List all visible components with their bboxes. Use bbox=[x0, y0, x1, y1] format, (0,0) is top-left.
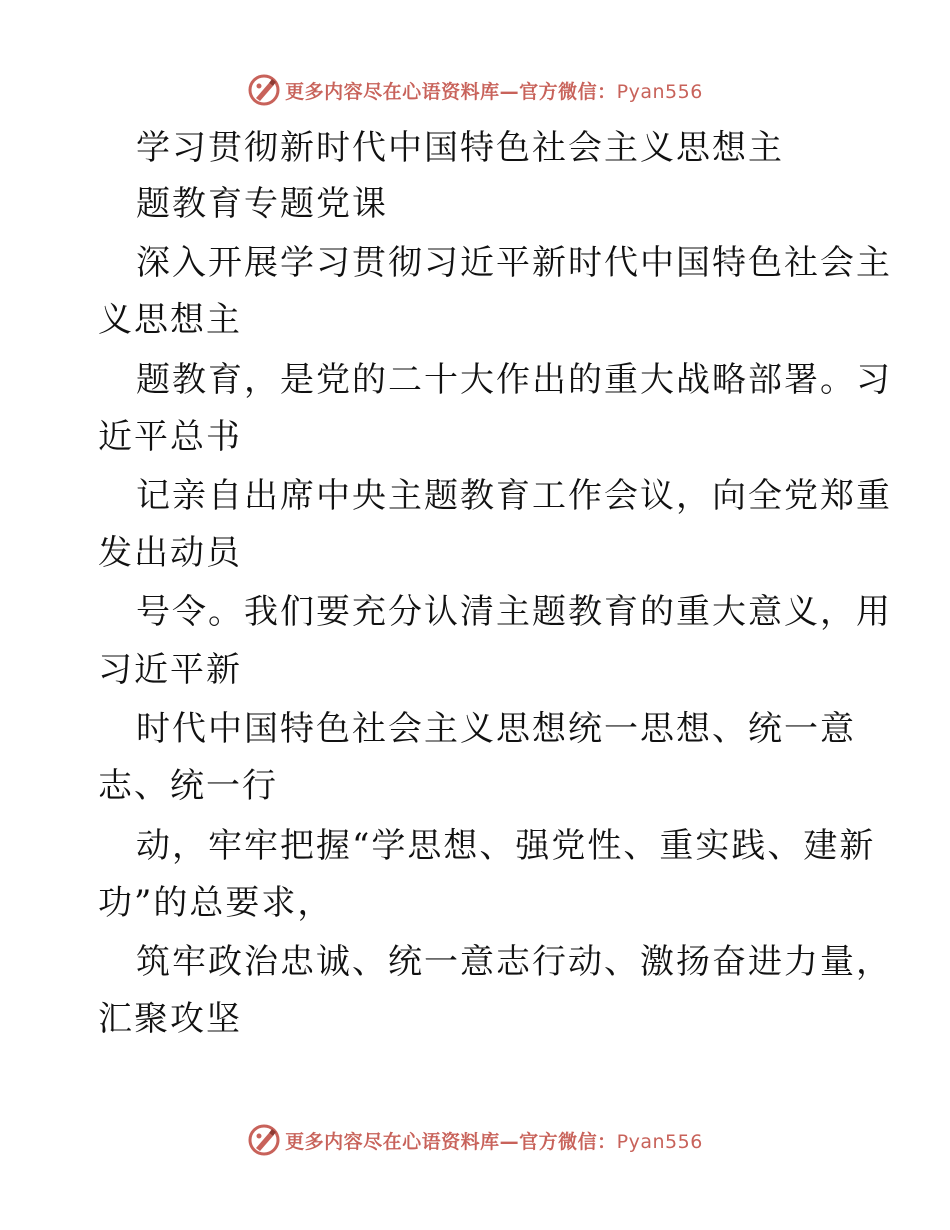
text-line: 深入开展学习贯彻习近平新时代中国特色社会主 bbox=[136, 243, 892, 283]
text-line: 发出动员 bbox=[98, 533, 242, 573]
text-line: 动，牢牢把握“学思想、强党性、重实践、建新 bbox=[136, 826, 876, 866]
text-line: 功”的总要求， bbox=[98, 883, 334, 923]
text-line: 题教育，是党的二十大作出的重大战略部署。习 bbox=[136, 360, 892, 400]
text-line: 志、统一行 bbox=[98, 766, 278, 806]
text-line: 习近平新 bbox=[98, 650, 242, 690]
watermark-text: 更多内容尽在心语资料库—官方微信：Pyan556 bbox=[285, 80, 703, 103]
pen-logo-icon bbox=[247, 1123, 281, 1157]
text-line: 汇聚攻坚 bbox=[98, 999, 242, 1039]
text-line: 学习贯彻新时代中国特色社会主义思想主 bbox=[136, 128, 784, 168]
text-line: 义思想主 bbox=[98, 300, 242, 340]
header-watermark bbox=[0, 70, 950, 110]
footer-watermark bbox=[0, 1120, 950, 1160]
pen-logo-icon bbox=[247, 73, 281, 107]
text-line: 筑牢政治忠诚、统一意志行动、激扬奋进力量， bbox=[136, 942, 892, 982]
text-line: 记亲自出席中央主题教育工作会议，向全党郑重 bbox=[136, 476, 892, 516]
text-line: 近平总书 bbox=[98, 417, 242, 457]
watermark-text: 更多内容尽在心语资料库—官方微信：Pyan556 bbox=[285, 1130, 703, 1153]
text-line: 题教育专题党课 bbox=[136, 184, 388, 224]
text-line: 时代中国特色社会主义思想统一思想、统一意 bbox=[136, 709, 856, 749]
text-line: 号令。我们要充分认清主题教育的重大意义，用 bbox=[136, 592, 892, 632]
